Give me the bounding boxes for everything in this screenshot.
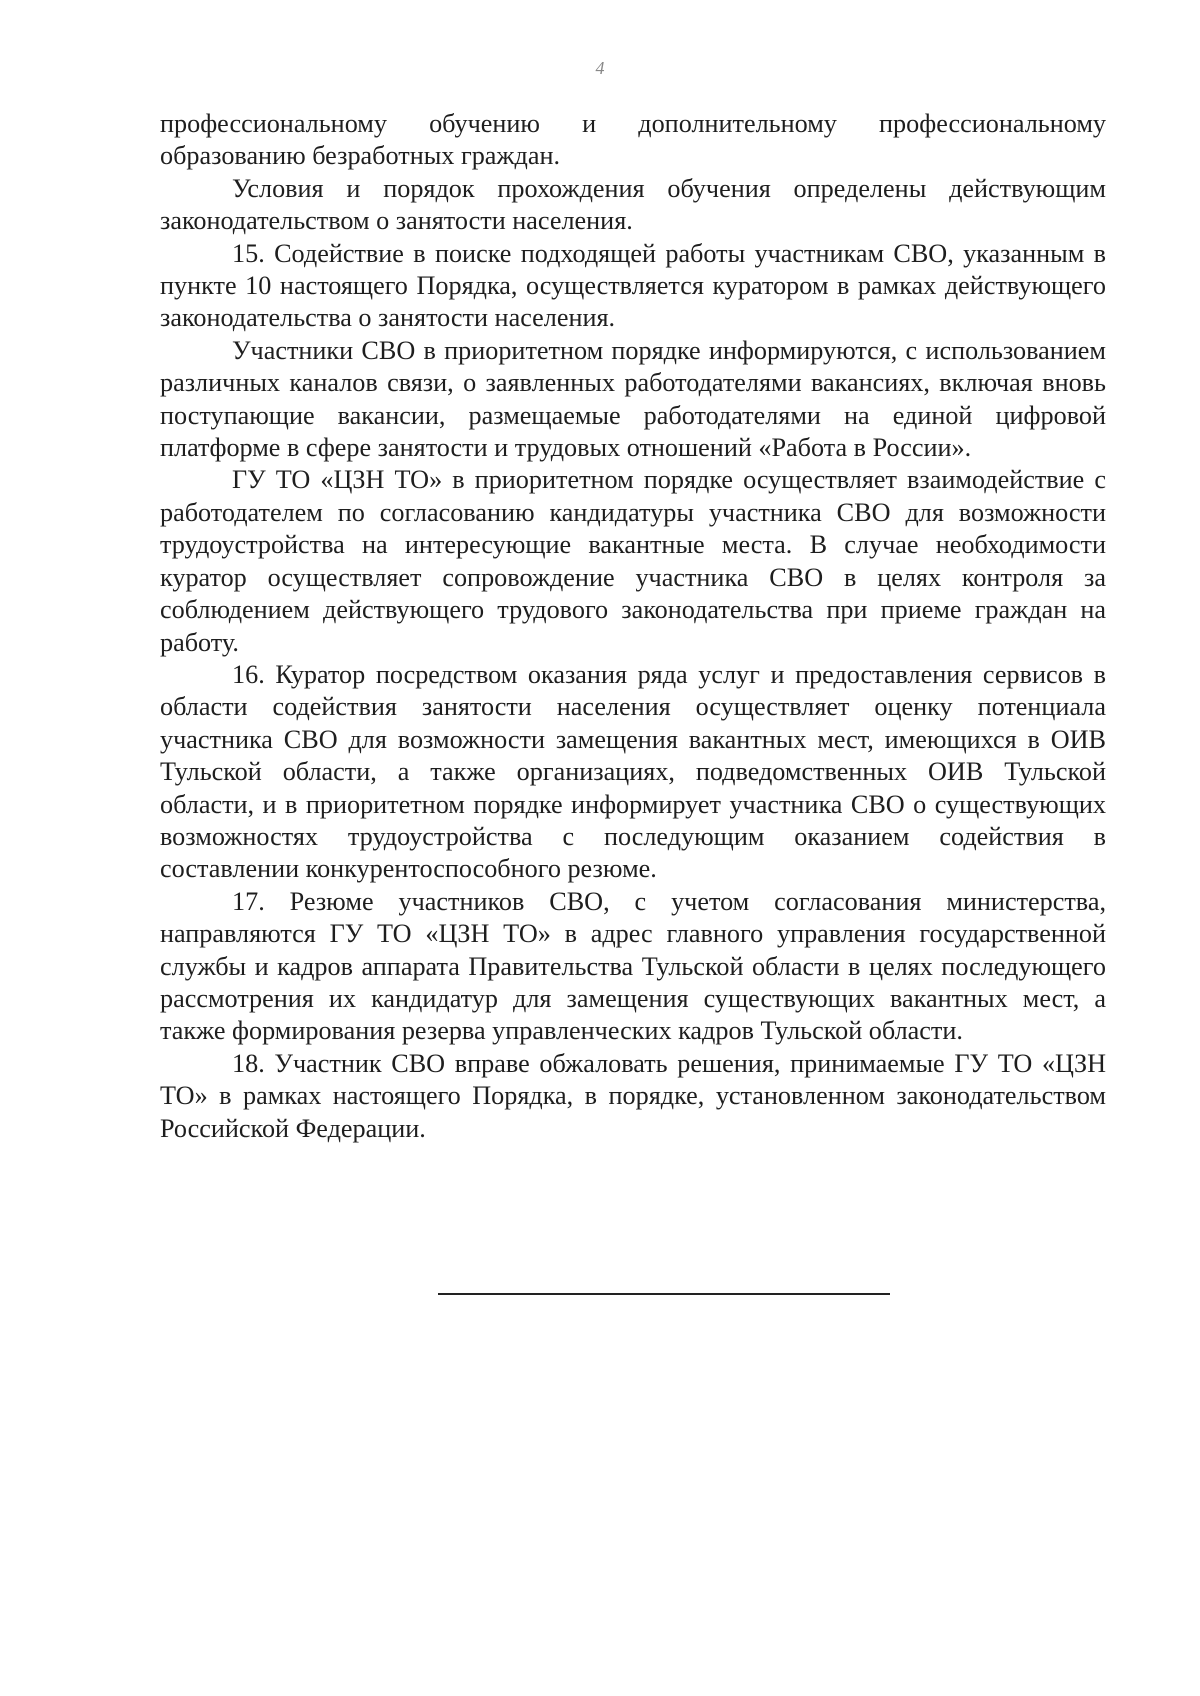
paragraph-employer-interaction: ГУ ТО «ЦЗН ТО» в приоритетном порядке осуществляет взаимодействие с работодателем по согласованию кандидатуры участника СВО для возможности трудоустройства на интересующие вакантные места. В случае необходимости куратор осуществляет сопровождение участника СВО в целях контроля за соблюдением действующего трудового законодательства при приеме граждан на работу. [160,465,1106,657]
document-body [160,108,1106,1145]
paragraph-training-conditions: Условия и порядок прохождения обучения определены действующим законодательством о занятости населения. [160,173,1106,236]
paragraph-item-16: 16. Куратор посредством оказания ряда услуг и предоставления сервисов в области содействия занятости населения осуществляет оценку потенциала участника СВО для возможности замещения вакантных мест, имеющихся в ОИВ Тульской области, а также организациях, подведомственных ОИВ Тульской области, и в приоритетном порядке информирует участника СВО о существующих возможностях трудоустройства с последующим оказанием содействия в составлении конкурентоспособного резюме. [160,659,1106,884]
paragraph-item-18: 18. Участник СВО вправе обжаловать решения, принимаемые ГУ ТО «ЦЗН ТО» в рамках настоящего Порядка, в порядке, установленном законодательством Российской Федерации. [160,1048,1106,1143]
page-number: 4 [595,58,605,78]
paragraph-item-17: 17. Резюме участников СВО, с учетом согласования министерства, направляются ГУ ТО «ЦЗН ТО» в адрес главного управления государственной службы и кадров аппарата Правительства Тульской области в целях последующего рассмотрения их кандидатур для замещения существующих вакантных мест, а также формирования резерва управленческих кадров Тульской области. [160,886,1106,1046]
paragraph-vacancy-informing: Участники СВО в приоритетном порядке информируются, с использованием различных каналов связи, о заявленных работодателями вакансиях, включая вновь поступающие вакансии, размещаемые работодателями на единой цифровой платформе в сфере занятости и трудовых отношений «Работа в России». [160,335,1106,463]
paragraph-continuation: профессиональному обучению и дополнительному профессиональному образованию безработных граждан. [160,109,1106,171]
paragraph-item-15: 15. Содействие в поиске подходящей работы участникам СВО, указанным в пункте 10 настоящего Порядка, осуществляется куратором в рамках действующего законодательства о занятости населения. [160,238,1106,333]
end-of-document-rule [438,1293,890,1295]
